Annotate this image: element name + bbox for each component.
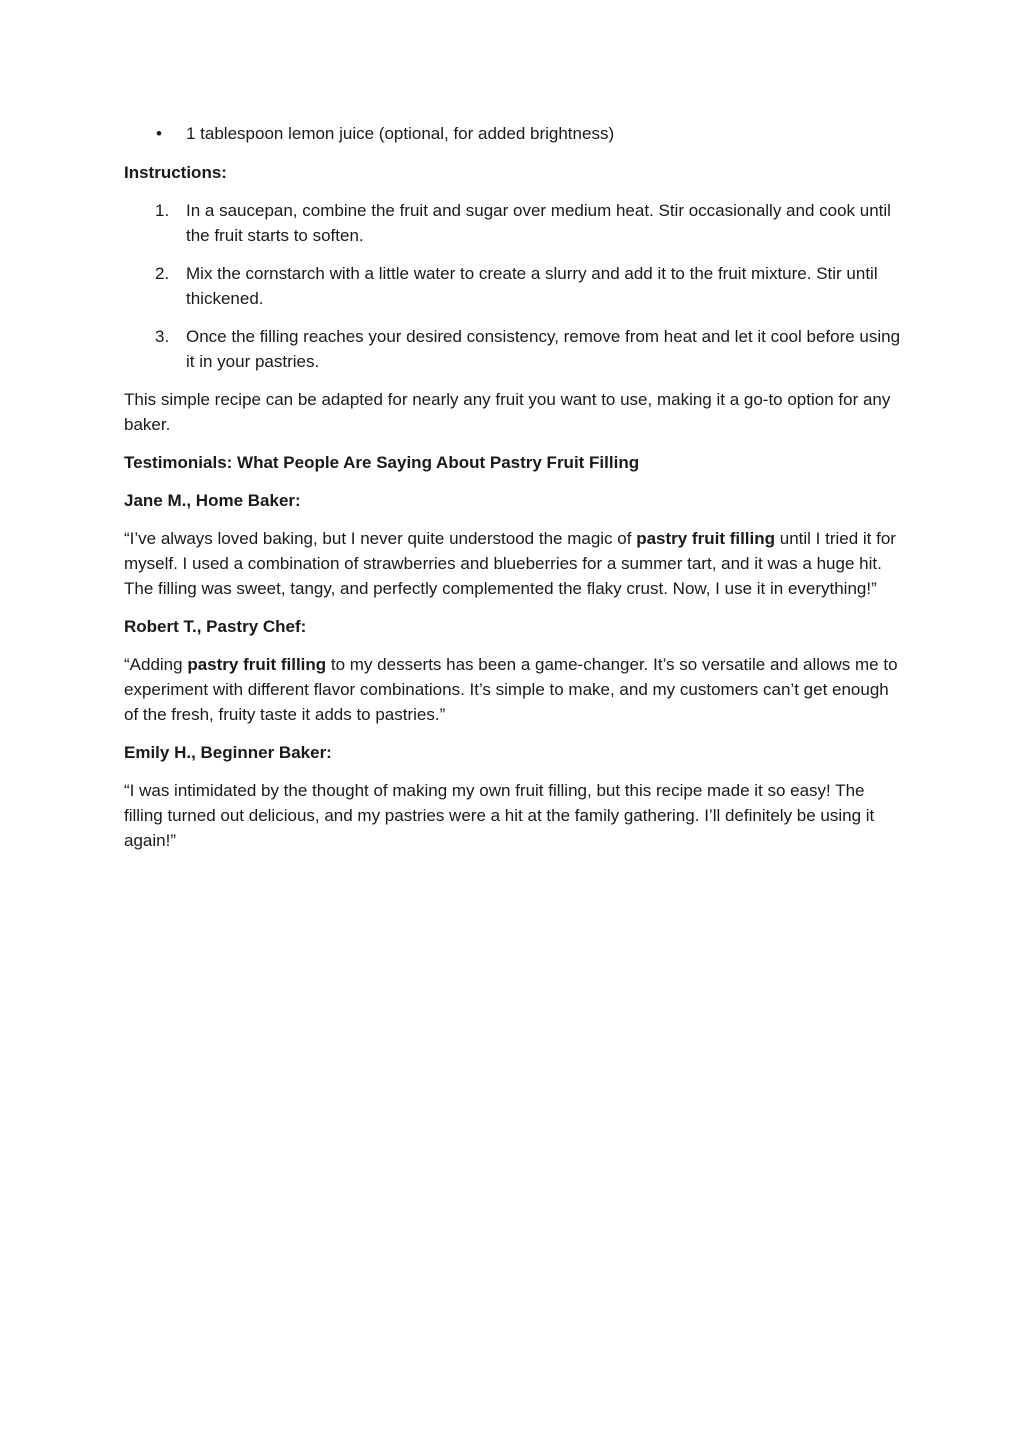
step-text: Once the filling reaches your desired consistency, remove from heat and let it cool before using it in your pastries. xyxy=(186,327,901,371)
step-text: Mix the cornstarch with a little water to create a slurry and add it to the fruit mixture. Stir until thickened. xyxy=(186,264,878,308)
step-number: 1. xyxy=(155,201,170,220)
step-number: 3. xyxy=(155,327,170,346)
testimonial-author-robert: Robert T., Pastry Chef: xyxy=(124,617,307,636)
instruction-step-1 xyxy=(124,198,904,248)
step-text: In a saucepan, combine the fruit and sugar over medium heat. Stir occasionally and cook until the fruit starts to soften. xyxy=(186,201,891,245)
document-page xyxy=(124,121,904,866)
instructions-list xyxy=(124,198,904,374)
instruction-step-2 xyxy=(124,261,904,311)
testimonial-author-emily: Emily H., Beginner Baker: xyxy=(124,743,332,762)
step-number: 2. xyxy=(155,264,170,283)
closing-paragraph: This simple recipe can be adapted for nearly any fruit you want to use, making it a go-to option for any baker. xyxy=(124,390,891,434)
quote-emphasis: pastry fruit filling xyxy=(636,529,776,548)
quote-text: “I’ve always loved baking, but I never quite understood the magic of xyxy=(124,529,637,548)
ingredient-text: 1 tablespoon lemon juice (optional, for added brightness) xyxy=(186,124,615,143)
quote-text: until I tried it for myself. I used a combination of strawberries and blueberries for a summer tart, and it was a huge hit. The filling was sweet, tangy, and perfectly complemented the flaky crust. Now, I use it in everything!” xyxy=(124,529,896,598)
testimonial-quote-emily: “I was intimidated by the thought of making my own fruit filling, but this recipe made it so easy! The filling turned out delicious, and my pastries were a hit at the family gathering. I’ll definitely be using it again!” xyxy=(124,781,875,850)
testimonial-author-jane: Jane M., Home Baker: xyxy=(124,491,301,510)
testimonial-quote-jane xyxy=(124,526,904,601)
bullet-icon: • xyxy=(156,124,162,143)
quote-emphasis: pastry fruit filling xyxy=(187,655,327,674)
instructions-heading: Instructions: xyxy=(124,163,227,182)
quote-text: to my desserts has been a game-changer. It’s so versatile and allows me to experiment with different flavor combinations. It’s simple to make, and my customers can’t get enough of the fresh, fruity taste it adds to pastries.” xyxy=(124,655,898,724)
quote-text: “Adding xyxy=(124,655,188,674)
testimonials-heading: Testimonials: What People Are Saying About Pastry Fruit Filling xyxy=(124,453,640,472)
testimonial-quote-robert xyxy=(124,652,904,727)
ingredient-list-item xyxy=(124,121,904,146)
instruction-step-3 xyxy=(124,324,904,374)
